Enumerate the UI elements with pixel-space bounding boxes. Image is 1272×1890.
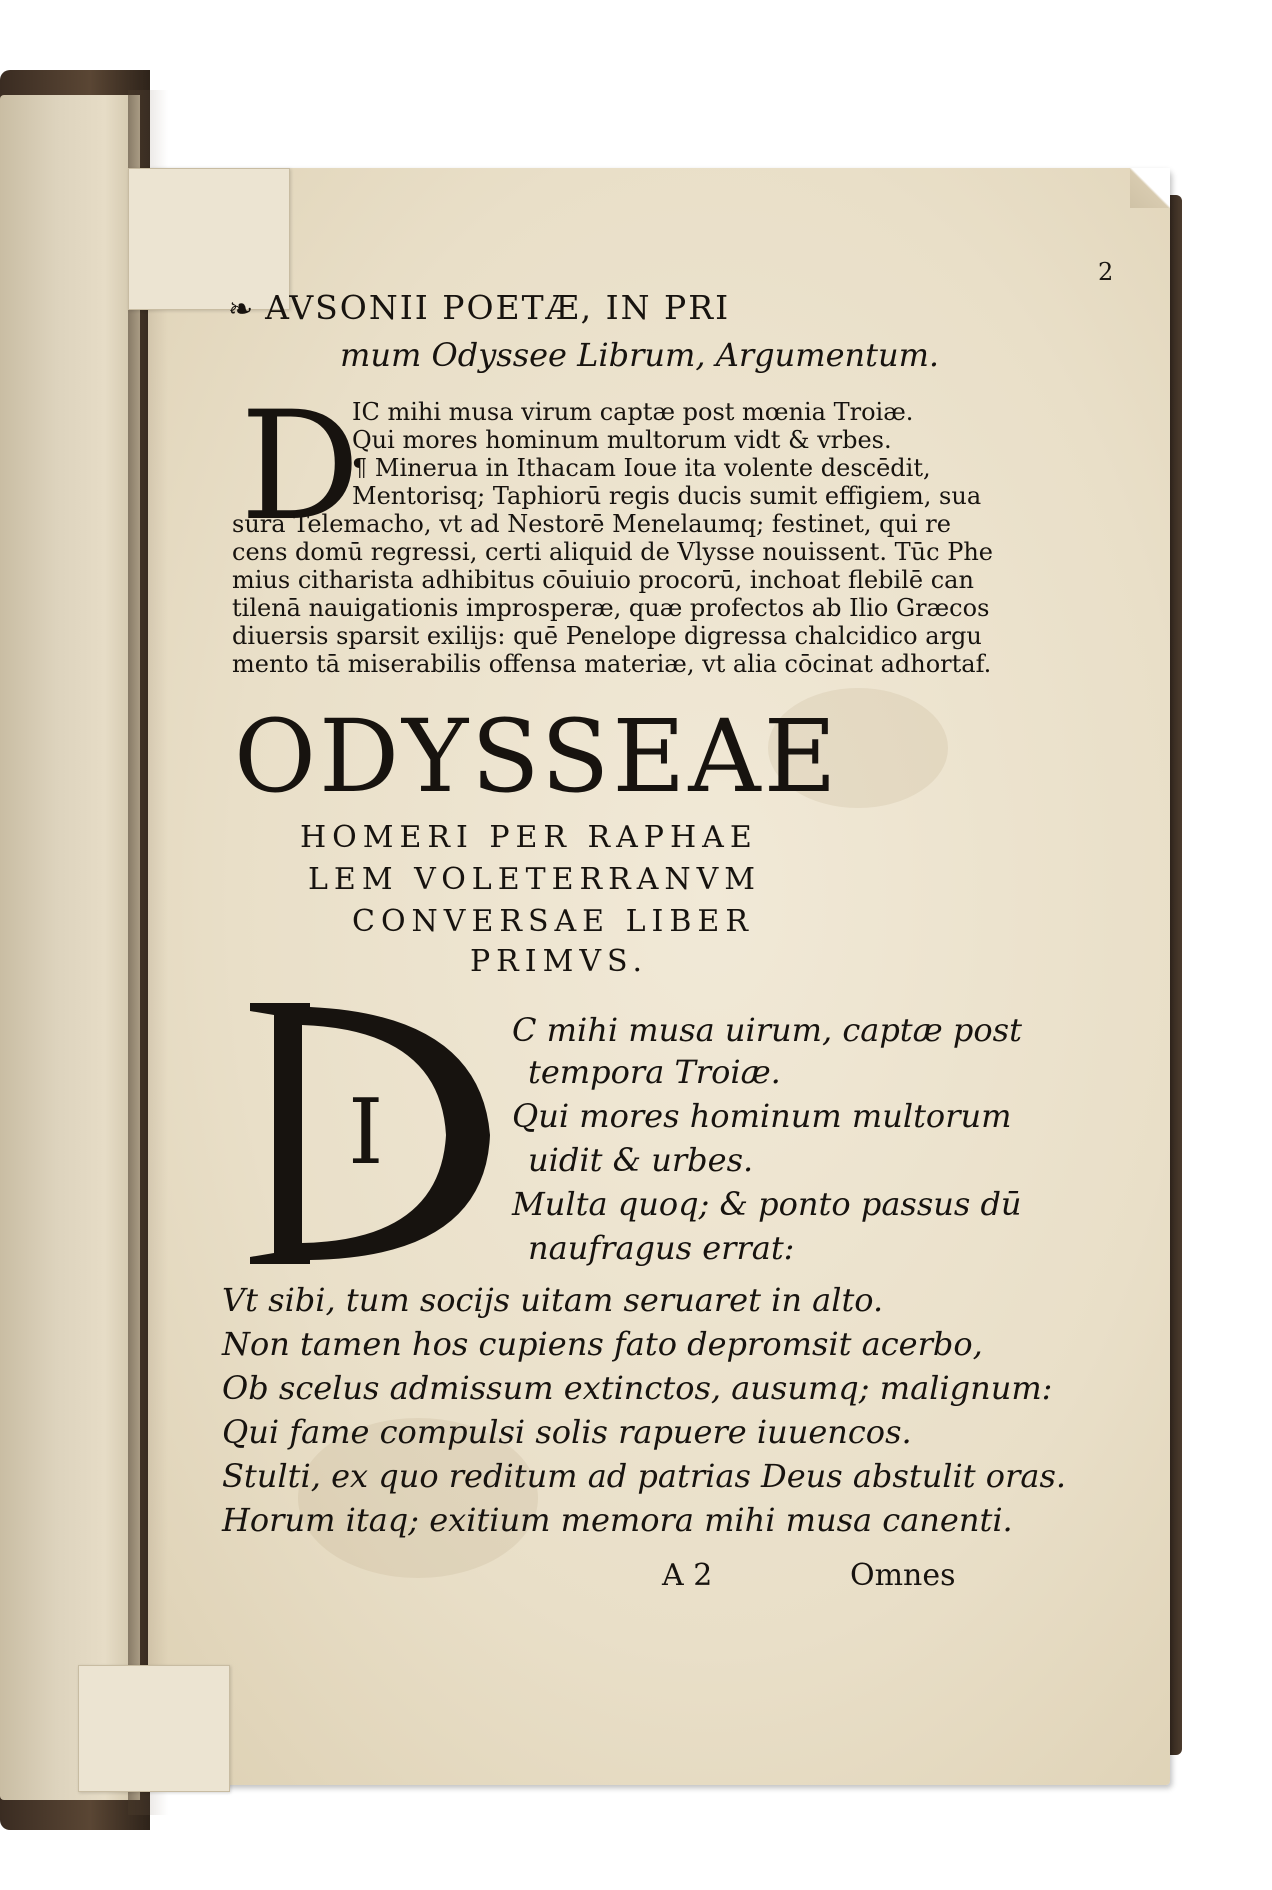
argument-line: IC mihi musa virum captæ post mœnia Troiæ. (352, 398, 914, 426)
decorated-initial-d (240, 985, 500, 1275)
verse-line: Qui mores hominum multorum (512, 1097, 1012, 1135)
argument-initial: D (240, 380, 361, 554)
verse-line: Non tamen hos cupiens fato depromsit acerbo, (222, 1325, 983, 1363)
signature-mark: A 2 (662, 1558, 713, 1593)
catchword: Omnes (850, 1558, 956, 1593)
argument-line: ¶ Minerua in Ithacam Ioue ita volente descēdit, (352, 454, 931, 482)
verse-line: C mihi musa uirum, captæ post (512, 1011, 1022, 1049)
paper-guard-strip-bottom (78, 1665, 230, 1792)
verse-line: tempora Troiæ. (528, 1053, 781, 1091)
argument-line: diuersis sparsit exilijs: quē Penelope digressa chalcidico argu (232, 622, 982, 650)
argument-line: Qui mores hominum multorum vidt & vrbes. (352, 426, 892, 454)
argument-title (228, 288, 1108, 327)
page-corner-fold (1130, 168, 1170, 208)
argument-line: mento tā miserabilis offensa materiæ, vt alia cōcinat adhortaf. (232, 650, 992, 678)
subtitle-line: LEM VOLETERRANVM (308, 862, 762, 897)
subtitle-line: HOMERI PER RAPHAE (300, 820, 758, 855)
argument-line: cens domū regressi, certi aliquid de Vlysse nouissent. Tūc Phe (232, 538, 994, 566)
main-title: ODYSSEAE (234, 698, 840, 815)
argument-title-line-1: AVSONII POETÆ, IN PRI (265, 288, 731, 327)
argument-line: tilenā nauigationis improsperæ, quæ profectos ab Ilio Græcos (232, 594, 990, 622)
verse-line: Stulti, ex quo reditum ad patrias Deus abstulit oras. (222, 1457, 1067, 1495)
folio-number: 2 (1098, 258, 1114, 286)
argument-line: mius citharista adhibitus cōuiuio procorū, inchoat flebilē can (232, 566, 974, 594)
verse-line: Ob scelus admissum extinctos, ausumq; malignum: (222, 1369, 1053, 1407)
gutter-shadow (128, 90, 168, 1815)
verse-line: Qui fame compulsi solis rapuere iuuencos. (222, 1413, 912, 1451)
fleuron-ornament-icon: ❧ (228, 292, 256, 327)
verse-line: Vt sibi, tum socijs uitam seruaret in alto. (222, 1281, 884, 1319)
initial-inner-letter: I (348, 1080, 384, 1185)
verse-line: naufragus errat: (528, 1229, 795, 1267)
argument-line: sura Telemacho, vt ad Nestorē Menelaumq; festinet, qui re (232, 510, 951, 538)
verse-line: Multa quoq; & ponto passus dū (512, 1185, 1022, 1223)
verse-line: Horum itaq; exitium memora mihi musa canenti. (222, 1501, 1013, 1539)
left-page-leaf (0, 95, 140, 1800)
subtitle-line: CONVERSAE LIBER (352, 904, 754, 939)
verse-line: uidit & urbes. (528, 1141, 754, 1179)
argument-line: Mentorisq; Taphiorū regis ducis sumit effigiem, sua (352, 482, 982, 510)
argument-title-line-2: mum Odyssee Librum, Argumentum. (340, 336, 940, 374)
subtitle-line: PRIMVS. (470, 944, 649, 979)
